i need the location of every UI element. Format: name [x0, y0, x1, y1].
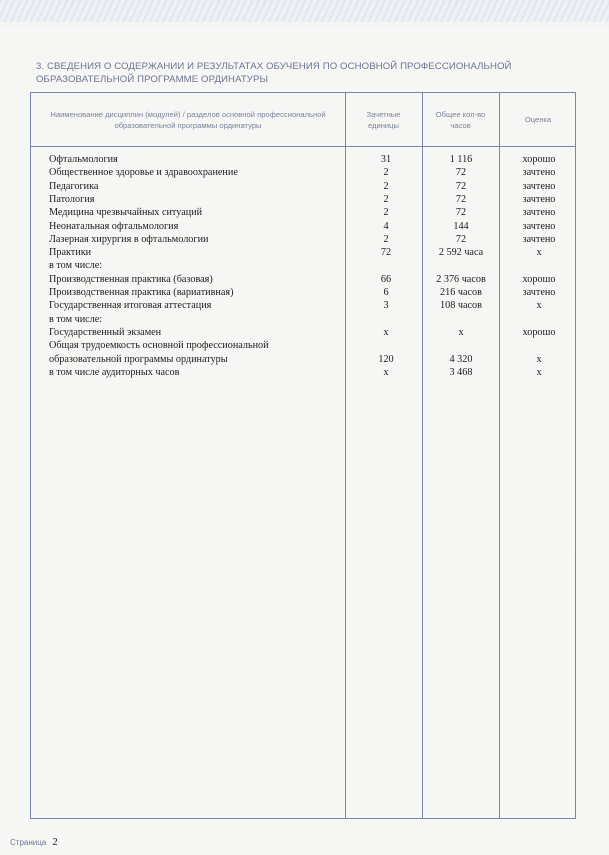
- header-grade: Оценка: [524, 115, 552, 124]
- cell-grade: зачтено: [522, 207, 556, 219]
- cell-grade: зачтено: [522, 220, 556, 232]
- table-row: [31, 273, 577, 286]
- table-row: [31, 299, 577, 312]
- cell-discipline: Общая трудоемкость основной профессиональной: [49, 340, 269, 352]
- cell-discipline: Патология: [49, 193, 95, 205]
- table-row: [31, 153, 577, 166]
- table-row: [31, 180, 577, 193]
- cell-discipline: Практики: [49, 247, 92, 259]
- cell-hours: 4 320: [449, 353, 473, 365]
- table-row: [31, 166, 577, 179]
- table-row: [31, 246, 577, 259]
- cell-grade: хорошо: [522, 326, 556, 338]
- cell-grade: хорошо: [522, 273, 556, 285]
- header-hours: Общее кол-во часов: [435, 109, 486, 130]
- cell-hours: 1 116: [449, 154, 473, 165]
- cell-discipline: Медицина чрезвычайных ситуаций: [49, 207, 203, 219]
- cell-discipline: Производственная практика (базовая): [49, 273, 213, 285]
- cell-hours: 216 часов: [440, 287, 482, 298]
- cell-grade: x: [536, 247, 542, 259]
- page-footer: [10, 836, 58, 848]
- cell-grade: зачтено: [522, 167, 556, 179]
- header-divider: [31, 146, 575, 147]
- cell-credits: 6: [383, 287, 389, 298]
- cell-credits: 66: [380, 273, 392, 285]
- cell-grade: x: [536, 300, 542, 312]
- cell-discipline: Лазерная хирургия в офтальмологии: [49, 233, 209, 245]
- cell-grade: зачтено: [522, 233, 556, 245]
- cell-hours: 108 часов: [440, 300, 482, 312]
- cell-credits: x: [383, 326, 389, 338]
- cell-grade: x: [536, 353, 542, 365]
- cell-hours: 72: [455, 207, 467, 219]
- cell-credits: 120: [378, 353, 394, 365]
- table-row: [31, 233, 577, 246]
- cell-credits: 3: [383, 300, 389, 312]
- cell-discipline: Государственная итоговая аттестация: [49, 300, 212, 312]
- cell-credits: 2: [383, 207, 389, 219]
- cell-discipline: Неонатальная офтальмология: [49, 220, 179, 232]
- header-credits: Зачетные единицы: [366, 109, 401, 130]
- cell-grade: x: [536, 366, 542, 378]
- cell-grade: зачтено: [522, 193, 556, 205]
- security-pattern: [0, 0, 609, 22]
- cell-discipline: в том числе аудиторных часов: [49, 366, 180, 378]
- table-row: [31, 220, 577, 233]
- cell-credits: 31: [380, 154, 392, 165]
- cell-discipline: в том числе:: [49, 260, 103, 272]
- table-row: [31, 259, 577, 272]
- table-row: [31, 286, 577, 299]
- table-row: [31, 206, 577, 219]
- table-row: [31, 366, 577, 379]
- cell-hours: 72: [455, 193, 467, 205]
- cell-hours: 72: [455, 180, 467, 192]
- cell-hours: 3 468: [449, 366, 473, 378]
- table-row: [31, 353, 577, 366]
- cell-discipline: Офтальмология: [49, 154, 118, 165]
- cell-discipline: Общественное здоровье и здравоохранение: [49, 167, 238, 179]
- cell-credits: 2: [383, 167, 389, 179]
- table-row: [31, 193, 577, 206]
- cell-hours: x: [458, 326, 464, 338]
- cell-credits: 4: [383, 220, 389, 232]
- cell-discipline: Производственная практика (вариативная): [49, 287, 234, 298]
- cell-credits: x: [383, 366, 389, 378]
- section-heading-line-2: ОБРАЗОВАТЕЛЬНОЙ ПРОГРАММЕ ОРДИНАТУРЫ: [36, 74, 269, 85]
- results-table: [30, 92, 576, 819]
- cell-grade: зачтено: [522, 287, 556, 298]
- cell-discipline: Педагогика: [49, 180, 99, 192]
- cell-credits: 2: [383, 193, 389, 205]
- section-heading: [36, 60, 576, 86]
- page-number: 2: [52, 836, 58, 848]
- cell-hours: 2 376 часов: [436, 273, 486, 285]
- cell-hours: 144: [453, 220, 469, 232]
- cell-hours: 72: [455, 167, 467, 179]
- table-row: [31, 326, 577, 339]
- cell-discipline: в том числе:: [49, 313, 103, 325]
- table-row: [31, 339, 577, 352]
- table-row: [31, 313, 577, 326]
- cell-grade: зачтено: [522, 180, 556, 192]
- header-discipline: Наименование дисциплин (модулей) / разделов основной профессиональной образовательной программы ординатуры: [50, 109, 326, 130]
- footer-label: Страница: [10, 838, 47, 847]
- cell-grade: хорошо: [522, 154, 556, 165]
- cell-credits: 2: [383, 233, 389, 245]
- cell-discipline: Государственный экзамен: [49, 326, 162, 338]
- cell-discipline: образовательной программы ординатуры: [49, 353, 228, 365]
- cell-hours: 72: [455, 233, 467, 245]
- section-heading-line-1: 3. СВЕДЕНИЯ О СОДЕРЖАНИИ И РЕЗУЛЬТАТАХ ОБУЧЕНИЯ ПО ОСНОВНОЙ ПРОФЕССИОНАЛЬНОЙ: [36, 61, 512, 72]
- cell-hours: 2 592 часа: [438, 247, 484, 259]
- cell-credits: 2: [383, 180, 389, 192]
- cell-credits: 72: [380, 247, 392, 259]
